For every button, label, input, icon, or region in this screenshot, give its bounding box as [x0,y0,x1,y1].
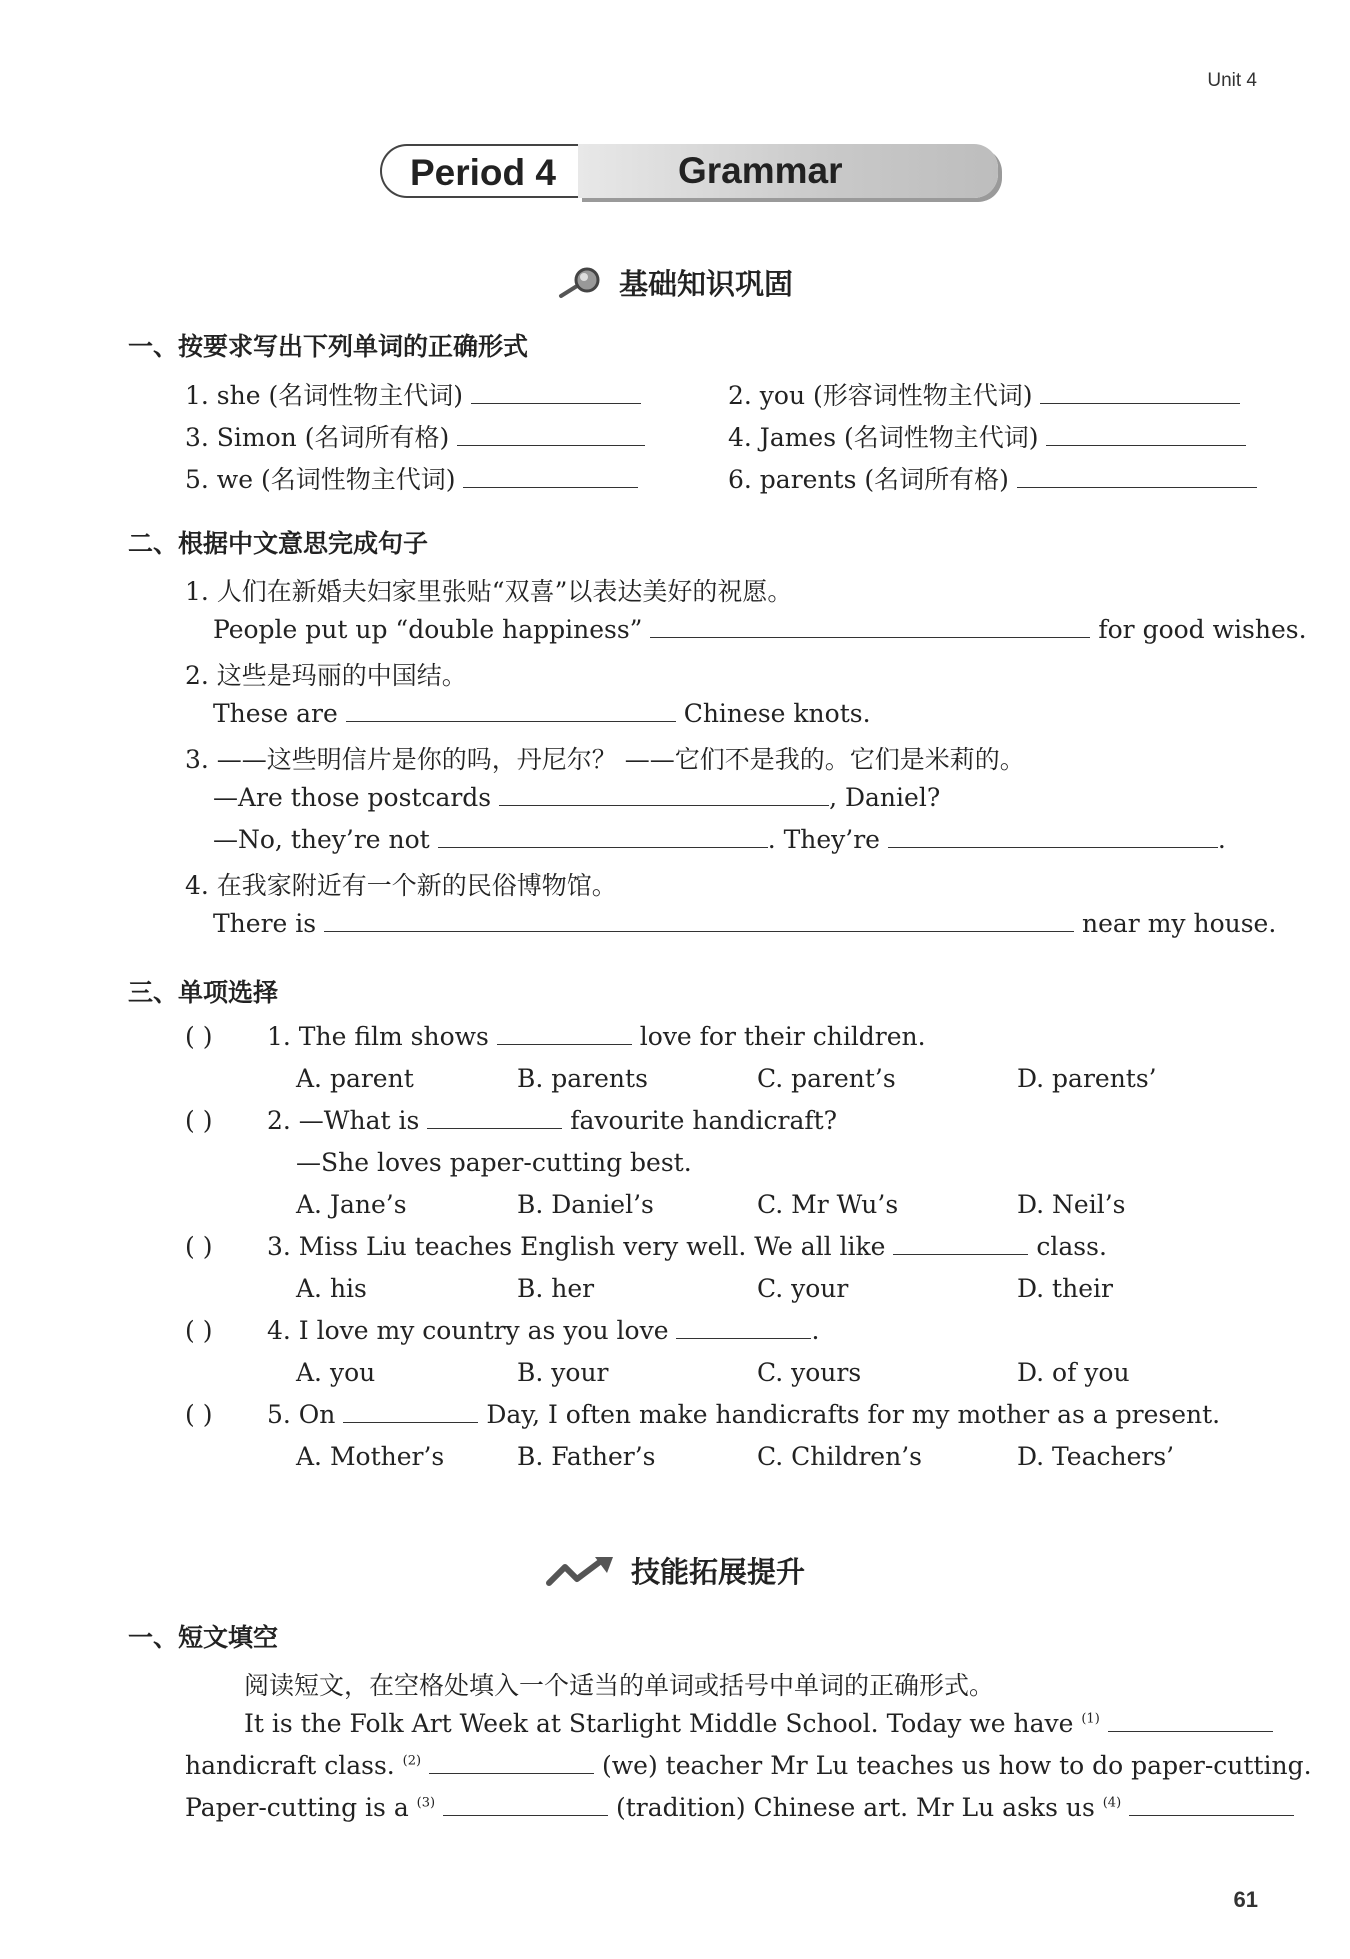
mc-2-option-c[interactable]: C. Mr Wu’s [757,1190,899,1219]
magnifier-icon [557,266,605,307]
mc-4-option-c[interactable]: C. yours [757,1358,862,1387]
sentence-2-chinese: 2. 这些是玛丽的中国结。 [185,661,467,690]
sentence-3-english-question: —Are those postcards , Daniel? [213,783,941,812]
answer-blank [427,1106,562,1129]
mc-question-2: 2. —What is favourite handicraft? [267,1106,838,1135]
part-title-complete-sentences: 二、根据中文意思完成句子 [128,529,429,558]
part-title-word-forms: 一、按要求写出下列单词的正确形式 [128,332,529,361]
mc-3-option-a[interactable]: A. his [296,1274,367,1303]
mc-question-4: 4. I love my country as you love . [267,1316,820,1345]
mc-4-option-a[interactable]: A. you [296,1358,376,1387]
unit-label: Unit 4 [1207,70,1257,91]
answer-parenthesis[interactable]: ( ) [185,1106,213,1135]
word-form-item-4: 4. James (名词性物主代词) [728,418,1246,454]
mc-1-option-c[interactable]: C. parent’s [757,1064,896,1093]
sentence-1-chinese: 1. 人们在新婚夫妇家里张贴“双喜”以表达美好的祝愿。 [185,577,793,606]
cloze-line-3: Paper-cutting is a $^{(3)}$ (tradition) Chinese art. Mr Lu asks us $^{(4)}$ [185,1793,1294,1822]
word-form-item-6: 6. parents (名词所有格) [728,460,1257,496]
cloze-blank-4[interactable] [1129,1793,1294,1816]
answer-parenthesis[interactable]: ( ) [185,1316,213,1345]
mc-2-option-d[interactable]: D. Neil’s [1017,1190,1126,1219]
answer-blank [676,1316,811,1339]
answer-blank[interactable] [324,909,1074,932]
sentence-3-english-answer: —No, they’re not . They’re . [213,825,1226,854]
answer-parenthesis[interactable]: ( ) [185,1400,213,1429]
cloze-line-1: It is the Folk Art Week at Starlight Middle School. Today we have $^{(1)}$ [244,1709,1273,1738]
period-label: Period 4 [380,144,578,198]
section-title-skills [0,1550,1350,1594]
cloze-blank-1[interactable] [1108,1709,1273,1732]
mc-5-option-a[interactable]: A. Mother’s [296,1442,445,1471]
mc-5-option-c[interactable]: C. Children’s [757,1442,922,1471]
word-form-item-5: 5. we (名词性物主代词) [185,460,638,496]
mc-1-option-b[interactable]: B. parents [517,1064,648,1093]
answer-blank[interactable] [888,825,1218,848]
mc-1-option-d[interactable]: D. parents’ [1017,1064,1157,1093]
answer-blank[interactable] [346,699,676,722]
cloze-blank-2[interactable] [429,1751,594,1774]
answer-blank [497,1022,632,1045]
answer-blank[interactable] [650,615,1090,638]
mc-4-option-b[interactable]: B. your [517,1358,609,1387]
part-title-multiple-choice: 三、单项选择 [128,978,279,1007]
mc-question-5: 5. On Day, I often make handicrafts for my mother as a present. [267,1400,1221,1429]
answer-blank[interactable] [438,825,768,848]
mc-question-2-reply: —She loves paper-cutting best. [296,1148,692,1177]
answer-blank[interactable] [1040,381,1240,404]
cloze-instruction: 阅读短文，在空格处填入一个适当的单词或括号中单词的正确形式。 [244,1671,995,1700]
mc-3-option-b[interactable]: B. her [517,1274,595,1303]
section-title-basic [0,262,1350,307]
answer-blank[interactable] [457,423,645,446]
section-title-text: 基础知识巩固 [618,267,793,301]
sentence-3-chinese: 3. ——这些明信片是你的吗，丹尼尔？ ——它们不是我的。它们是米莉的。 [185,745,1025,774]
answer-blank[interactable] [1046,423,1246,446]
answer-blank[interactable] [463,465,638,488]
mc-3-option-d[interactable]: D. their [1017,1274,1113,1303]
word-form-item-1: 1. she (名词性物主代词) [185,376,641,412]
mc-1-option-a[interactable]: A. parent [296,1064,414,1093]
section-title-text: 技能拓展提升 [630,1555,805,1589]
trend-arrow-icon [545,1555,617,1594]
cloze-line-2: handicraft class. $^{(2)}$ (we) teacher Mr Lu teaches us how to do paper-cutting. [185,1751,1312,1780]
answer-parenthesis[interactable]: ( ) [185,1232,213,1261]
mc-5-option-b[interactable]: B. Father’s [517,1442,656,1471]
cloze-blank-3[interactable] [443,1793,608,1816]
period-banner [380,144,1005,200]
word-form-item-3: 3. Simon (名词所有格) [185,418,645,454]
sentence-4-chinese: 4. 在我家附近有一个新的民俗博物馆。 [185,871,617,900]
sentence-4-english: There is near my house. [213,909,1277,938]
mc-4-option-d[interactable]: D. of you [1017,1358,1130,1387]
part-title-cloze: 一、短文填空 [128,1623,279,1652]
mc-2-option-a[interactable]: A. Jane’s [296,1190,407,1219]
sentence-1-english: People put up “double happiness” for good wishes. [213,615,1307,644]
answer-blank[interactable] [1017,465,1257,488]
word-form-item-2: 2. you (形容词性物主代词) [728,376,1240,412]
answer-blank [893,1232,1028,1255]
mc-question-3: 3. Miss Liu teaches English very well. We all like class. [267,1232,1107,1261]
mc-5-option-d[interactable]: D. Teachers’ [1017,1442,1175,1471]
answer-blank [343,1400,478,1423]
mc-3-option-c[interactable]: C. your [757,1274,849,1303]
answer-parenthesis[interactable]: ( ) [185,1022,213,1051]
page-number: 61 [1233,1887,1258,1912]
sentence-2-english: These are Chinese knots. [213,699,871,728]
mc-2-option-b[interactable]: B. Daniel’s [517,1190,654,1219]
answer-blank[interactable] [471,381,641,404]
answer-blank[interactable] [499,783,829,806]
topic-label: Grammar [578,144,998,198]
mc-question-1: 1. The film shows love for their children. [267,1022,926,1051]
